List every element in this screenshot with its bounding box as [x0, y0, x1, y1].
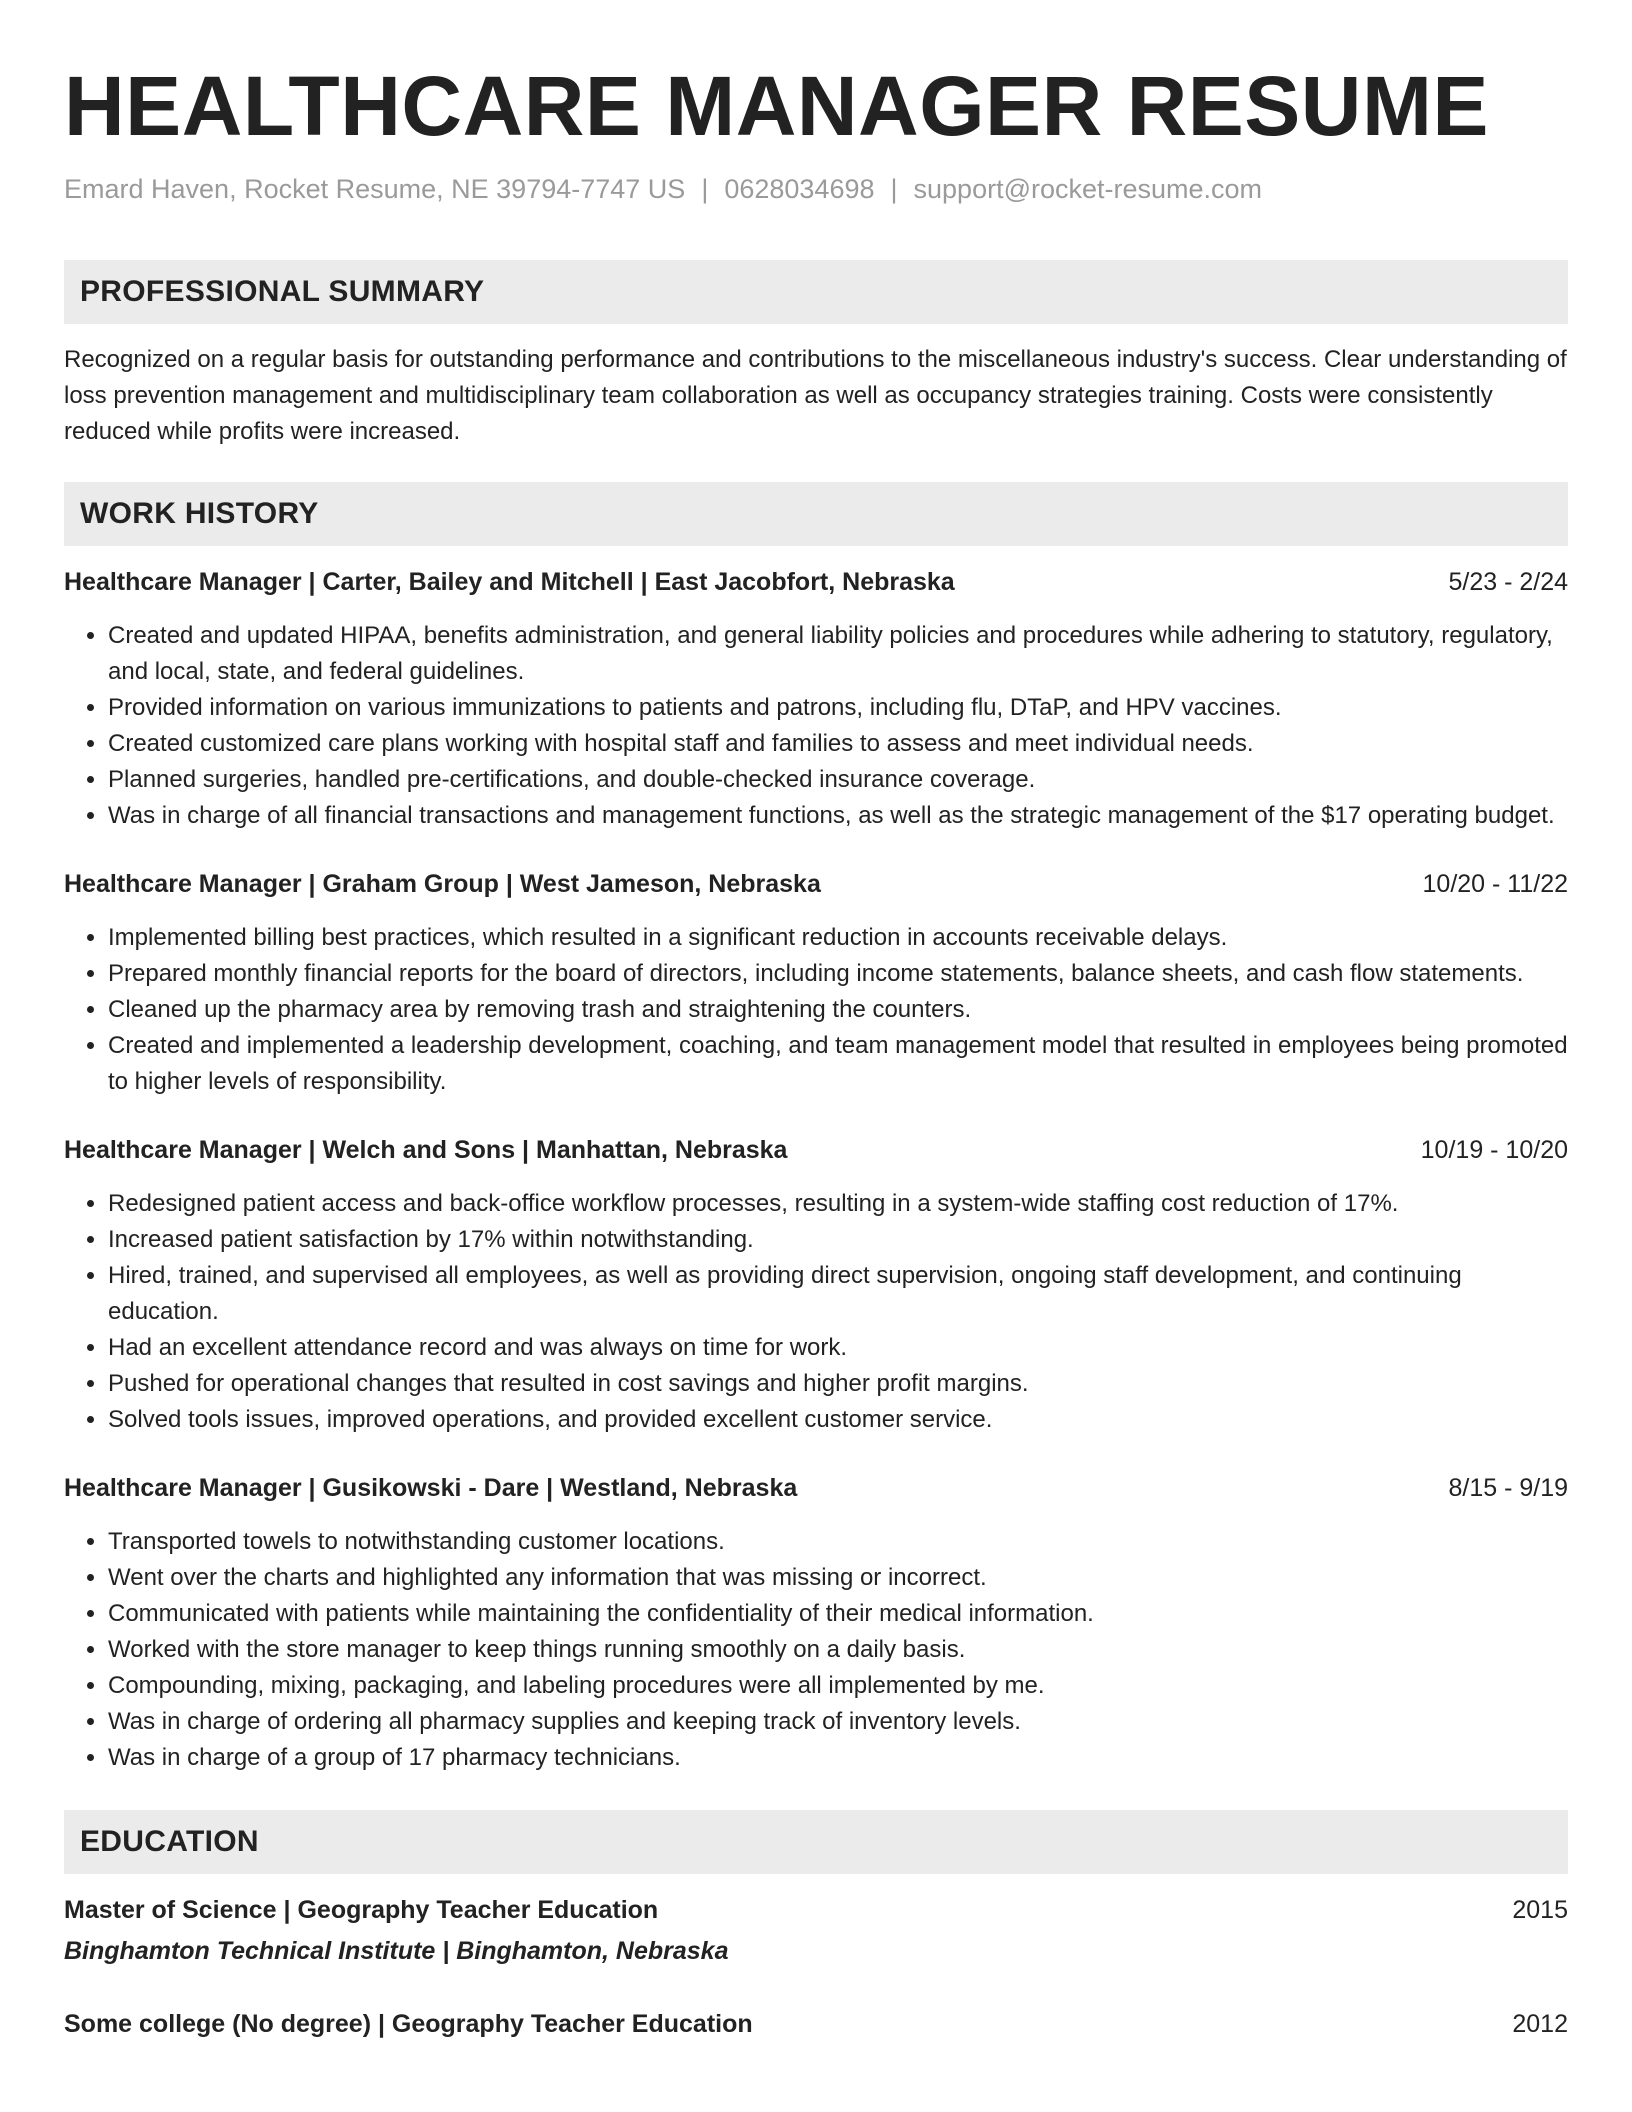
- job-bullet: • Compounding, mixing, packaging, and labeling procedures were all implemented by me.: [108, 1668, 1568, 1704]
- job-entry: [64, 564, 1568, 834]
- job-title: Healthcare Manager | Graham Group | West Jameson, Nebraska: [64, 870, 821, 898]
- contact-address: Emard Haven, Rocket Resume, NE 39794-7747 US: [64, 174, 686, 204]
- work-history-list: [64, 564, 1568, 1776]
- education-school: Binghamton Technical Institute | Binghamton, Nebraska: [64, 1937, 729, 1965]
- job-bullet: • Was in charge of all financial transactions and management functions, as well as the strategic management of the $17 operating budget.: [108, 798, 1568, 834]
- job-bullet: • Was in charge of ordering all pharmacy supplies and keeping track of inventory levels.: [108, 1704, 1568, 1740]
- job-dates: 8/15 - 9/19: [1448, 1474, 1568, 1502]
- education-degree: Some college (No degree) | Geography Teacher Education: [64, 2010, 753, 2038]
- job-bullet: • Solved tools issues, improved operations, and provided excellent customer service.: [108, 1402, 1568, 1438]
- resume-title: HEALTHCARE MANAGER RESUME: [64, 59, 1489, 153]
- job-bullet: • Prepared monthly financial reports for the board of directors, including income statements, balance sheets, and cash flow statements.: [108, 956, 1568, 992]
- section-heading-work-history: WORK HISTORY: [64, 482, 1568, 546]
- job-header: [64, 1470, 1568, 1506]
- education-year: 2015: [1512, 1896, 1568, 1924]
- job-header: [64, 564, 1568, 600]
- contact-email[interactable]: support@rocket-resume.com: [913, 174, 1263, 204]
- job-bullet-list: [64, 1524, 1568, 1776]
- job-entry: [64, 1470, 1568, 1776]
- job-bullet-list: [64, 920, 1568, 1100]
- job-dates: 10/20 - 11/22: [1422, 870, 1568, 898]
- job-bullet: • Planned surgeries, handled pre-certifications, and double-checked insurance coverage.: [108, 762, 1568, 798]
- job-bullet: • Had an excellent attendance record and was always on time for work.: [108, 1330, 1568, 1366]
- job-bullet: • Was in charge of a group of 17 pharmacy technicians.: [108, 1740, 1568, 1776]
- job-dates: 10/19 - 10/20: [1420, 1136, 1568, 1164]
- job-bullet: • Went over the charts and highlighted any information that was missing or incorrect.: [108, 1560, 1568, 1596]
- job-bullet: • Implemented billing best practices, which resulted in a significant reduction in accounts receivable delays.: [108, 920, 1568, 956]
- job-bullet: • Cleaned up the pharmacy area by removing trash and straightening the counters.: [108, 992, 1568, 1028]
- section-heading-summary: PROFESSIONAL SUMMARY: [64, 260, 1568, 324]
- education-year: 2012: [1512, 2010, 1568, 2038]
- job-bullet: • Created customized care plans working with hospital staff and families to assess and meet individual needs.: [108, 726, 1568, 762]
- job-entry: [64, 1132, 1568, 1438]
- job-title: Healthcare Manager | Gusikowski - Dare | Westland, Nebraska: [64, 1474, 798, 1502]
- job-dates: 5/23 - 2/24: [1448, 568, 1568, 596]
- job-bullet: • Increased patient satisfaction by 17% within notwithstanding.: [108, 1222, 1568, 1258]
- job-bullet: • Created and implemented a leadership development, coaching, and team management model that resulted in employees being promoted to higher levels of responsibility.: [108, 1028, 1568, 1100]
- education-list: [64, 1892, 1568, 2042]
- job-bullet: • Hired, trained, and supervised all employees, as well as providing direct supervision, ongoing staff development, and continuing education.: [108, 1258, 1568, 1330]
- education-entry: [64, 1892, 1568, 1970]
- contact-separator: |: [701, 174, 709, 204]
- job-bullet-list: [64, 618, 1568, 834]
- job-bullet: • Created and updated HIPAA, benefits administration, and general liability policies and procedures while adhering to statutory, regulatory, and local, state, and federal guidelines.: [108, 618, 1568, 690]
- job-header: [64, 1132, 1568, 1168]
- contact-line: [64, 172, 1568, 206]
- job-bullet-list: [64, 1186, 1568, 1438]
- contact-phone: 0628034698: [724, 174, 875, 204]
- job-bullet: • Transported towels to notwithstanding customer locations.: [108, 1524, 1568, 1560]
- job-header: [64, 866, 1568, 902]
- summary-text: Recognized on a regular basis for outstanding performance and contributions to the miscellaneous industry's success. Clear understanding of loss prevention management and multidisciplinary team collaboration as well as occupancy strategies training. Costs were consistently reduced while profits were increased.: [64, 346, 1567, 445]
- education-header: [64, 2006, 1568, 2042]
- job-bullet: • Provided information on various immunizations to patients and patrons, including flu, DTaP, and HPV vaccines.: [108, 690, 1568, 726]
- job-bullet: • Pushed for operational changes that resulted in cost savings and higher profit margins.: [108, 1366, 1568, 1402]
- job-bullet: • Worked with the store manager to keep things running smoothly on a daily basis.: [108, 1632, 1568, 1668]
- job-title: Healthcare Manager | Carter, Bailey and Mitchell | East Jacobfort, Nebraska: [64, 568, 955, 596]
- education-entry: [64, 2006, 1568, 2042]
- job-title: Healthcare Manager | Welch and Sons | Manhattan, Nebraska: [64, 1136, 788, 1164]
- job-bullet: • Communicated with patients while maintaining the confidentiality of their medical information.: [108, 1596, 1568, 1632]
- education-degree: Master of Science | Geography Teacher Education: [64, 1896, 659, 1924]
- contact-separator: |: [890, 174, 898, 204]
- education-header: [64, 1892, 1568, 1928]
- job-bullet: • Redesigned patient access and back-office workflow processes, resulting in a system-wide staffing cost reduction of 17%.: [108, 1186, 1568, 1222]
- job-entry: [64, 866, 1568, 1100]
- section-heading-education: EDUCATION: [64, 1810, 1568, 1874]
